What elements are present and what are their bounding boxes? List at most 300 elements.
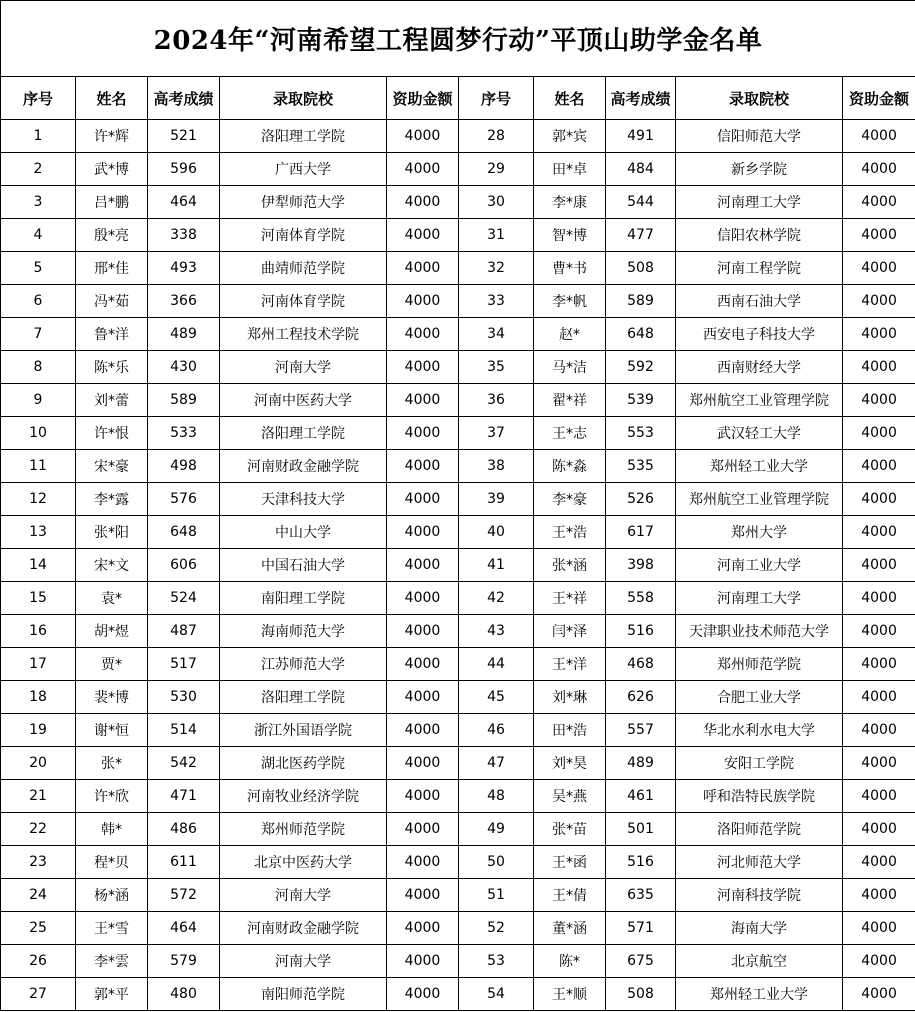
serial-cell: 33 (459, 285, 534, 318)
score-cell: 489 (606, 747, 676, 780)
table-row (1, 615, 915, 648)
name-cell: 李*康 (534, 186, 606, 219)
name-cell: 王*洋 (534, 648, 606, 681)
serial-cell: 8 (1, 351, 76, 384)
score-cell: 572 (148, 879, 220, 912)
amount-cell: 4000 (387, 384, 459, 417)
school-cell: 武汉轻工大学 (676, 417, 843, 450)
score-cell: 557 (606, 714, 676, 747)
school-cell: 河南体育学院 (220, 285, 387, 318)
serial-cell: 13 (1, 516, 76, 549)
amount-cell: 4000 (387, 351, 459, 384)
name-cell: 郭*平 (76, 978, 148, 1011)
serial-cell: 47 (459, 747, 534, 780)
school-cell: 河南大学 (220, 879, 387, 912)
amount-cell: 4000 (387, 483, 459, 516)
score-cell: 430 (148, 351, 220, 384)
score-cell: 517 (148, 648, 220, 681)
school-cell: 河南体育学院 (220, 219, 387, 252)
score-cell: 589 (148, 384, 220, 417)
amount-cell: 4000 (843, 153, 915, 186)
serial-cell: 44 (459, 648, 534, 681)
school-cell: 洛阳理工学院 (220, 417, 387, 450)
amount-cell: 4000 (387, 153, 459, 186)
name-cell: 殷*亮 (76, 219, 148, 252)
name-cell: 刘*蕾 (76, 384, 148, 417)
name-cell: 王*顺 (534, 978, 606, 1011)
serial-cell: 12 (1, 483, 76, 516)
school-cell: 郑州航空工业管理学院 (676, 483, 843, 516)
name-cell: 赵* (534, 318, 606, 351)
school-cell: 河南大学 (220, 351, 387, 384)
serial-cell: 5 (1, 252, 76, 285)
serial-cell: 40 (459, 516, 534, 549)
serial-cell: 38 (459, 450, 534, 483)
school-cell: 河南大学 (220, 945, 387, 978)
amount-cell: 4000 (387, 120, 459, 153)
amount-cell: 4000 (387, 879, 459, 912)
serial-cell: 1 (1, 120, 76, 153)
name-cell: 闫*泽 (534, 615, 606, 648)
serial-cell: 20 (1, 747, 76, 780)
name-cell: 马*洁 (534, 351, 606, 384)
table-row (1, 516, 915, 549)
serial-cell: 19 (1, 714, 76, 747)
table-row (1, 714, 915, 747)
school-cell: 北京中医药大学 (220, 846, 387, 879)
school-cell: 河北师范大学 (676, 846, 843, 879)
amount-cell: 4000 (843, 549, 915, 582)
table-row (1, 417, 915, 450)
school-cell: 西南石油大学 (676, 285, 843, 318)
school-cell: 郑州工程技术学院 (220, 318, 387, 351)
score-cell: 592 (606, 351, 676, 384)
table-row (1, 846, 915, 879)
table-row (1, 252, 915, 285)
name-cell: 吕*鹏 (76, 186, 148, 219)
score-cell: 526 (606, 483, 676, 516)
amount-cell: 4000 (843, 945, 915, 978)
amount-cell: 4000 (387, 318, 459, 351)
header-cell: 录取院校 (220, 77, 387, 120)
school-cell: 郑州轻工业大学 (676, 978, 843, 1011)
amount-cell: 4000 (387, 285, 459, 318)
serial-cell: 42 (459, 582, 534, 615)
score-cell: 558 (606, 582, 676, 615)
table-row (1, 318, 915, 351)
school-cell: 郑州轻工业大学 (676, 450, 843, 483)
amount-cell: 4000 (387, 252, 459, 285)
name-cell: 曹*书 (534, 252, 606, 285)
name-cell: 张* (76, 747, 148, 780)
name-cell: 王*祥 (534, 582, 606, 615)
table-row (1, 450, 915, 483)
amount-cell: 4000 (843, 219, 915, 252)
serial-cell: 17 (1, 648, 76, 681)
score-cell: 398 (606, 549, 676, 582)
school-cell: 呼和浩特民族学院 (676, 780, 843, 813)
school-cell: 信阳师范大学 (676, 120, 843, 153)
name-cell: 陈*淼 (534, 450, 606, 483)
name-cell: 袁* (76, 582, 148, 615)
amount-cell: 4000 (843, 681, 915, 714)
score-cell: 514 (148, 714, 220, 747)
page-title: 2024年“河南希望工程圆梦行动”平顶山助学金名单 (1, 1, 915, 77)
serial-cell: 22 (1, 813, 76, 846)
name-cell: 李*露 (76, 483, 148, 516)
amount-cell: 4000 (843, 285, 915, 318)
name-cell: 裴*博 (76, 681, 148, 714)
amount-cell: 4000 (387, 219, 459, 252)
name-cell: 杨*涵 (76, 879, 148, 912)
school-cell: 海南大学 (676, 912, 843, 945)
table-row (1, 879, 915, 912)
name-cell: 许*恨 (76, 417, 148, 450)
score-cell: 648 (148, 516, 220, 549)
name-cell: 王*浩 (534, 516, 606, 549)
score-cell: 498 (148, 450, 220, 483)
serial-cell: 4 (1, 219, 76, 252)
school-cell: 海南师范大学 (220, 615, 387, 648)
school-cell: 天津职业技术师范大学 (676, 615, 843, 648)
serial-cell: 15 (1, 582, 76, 615)
header-cell: 资助金额 (843, 77, 915, 120)
score-cell: 471 (148, 780, 220, 813)
score-cell: 461 (606, 780, 676, 813)
score-cell: 579 (148, 945, 220, 978)
school-cell: 西安电子科技大学 (676, 318, 843, 351)
amount-cell: 4000 (387, 516, 459, 549)
serial-cell: 11 (1, 450, 76, 483)
name-cell: 陈*乐 (76, 351, 148, 384)
table-row (1, 912, 915, 945)
name-cell: 冯*茹 (76, 285, 148, 318)
school-cell: 河南财政金融学院 (220, 450, 387, 483)
school-cell: 中国石油大学 (220, 549, 387, 582)
school-cell: 广西大学 (220, 153, 387, 186)
score-cell: 617 (606, 516, 676, 549)
name-cell: 程*贝 (76, 846, 148, 879)
amount-cell: 4000 (843, 120, 915, 153)
serial-cell: 49 (459, 813, 534, 846)
school-cell: 南阳理工学院 (220, 582, 387, 615)
amount-cell: 4000 (843, 417, 915, 450)
score-cell: 338 (148, 219, 220, 252)
name-cell: 贾* (76, 648, 148, 681)
score-cell: 487 (148, 615, 220, 648)
name-cell: 许*欣 (76, 780, 148, 813)
table-row (1, 153, 915, 186)
amount-cell: 4000 (843, 450, 915, 483)
header-cell: 序号 (459, 77, 534, 120)
school-cell: 浙江外国语学院 (220, 714, 387, 747)
amount-cell: 4000 (387, 978, 459, 1011)
serial-cell: 9 (1, 384, 76, 417)
header-cell: 录取院校 (676, 77, 843, 120)
amount-cell: 4000 (387, 186, 459, 219)
amount-cell: 4000 (843, 978, 915, 1011)
serial-cell: 37 (459, 417, 534, 450)
serial-cell: 29 (459, 153, 534, 186)
name-cell: 董*涵 (534, 912, 606, 945)
name-cell: 李*帆 (534, 285, 606, 318)
amount-cell: 4000 (843, 747, 915, 780)
amount-cell: 4000 (387, 648, 459, 681)
serial-cell: 14 (1, 549, 76, 582)
table-row (1, 747, 915, 780)
score-cell: 535 (606, 450, 676, 483)
serial-cell: 46 (459, 714, 534, 747)
name-cell: 王*志 (534, 417, 606, 450)
name-cell: 刘*昊 (534, 747, 606, 780)
score-cell: 477 (606, 219, 676, 252)
score-cell: 486 (148, 813, 220, 846)
amount-cell: 4000 (387, 813, 459, 846)
table-row (1, 681, 915, 714)
school-cell: 郑州师范学院 (220, 813, 387, 846)
table-row (1, 219, 915, 252)
serial-cell: 10 (1, 417, 76, 450)
amount-cell: 4000 (843, 351, 915, 384)
serial-cell: 52 (459, 912, 534, 945)
serial-cell: 21 (1, 780, 76, 813)
amount-cell: 4000 (843, 648, 915, 681)
amount-cell: 4000 (387, 714, 459, 747)
name-cell: 李*雲 (76, 945, 148, 978)
name-cell: 许*辉 (76, 120, 148, 153)
school-cell: 西南财经大学 (676, 351, 843, 384)
score-cell: 553 (606, 417, 676, 450)
table-row (1, 351, 915, 384)
amount-cell: 4000 (387, 747, 459, 780)
school-cell: 郑州师范学院 (676, 648, 843, 681)
serial-cell: 3 (1, 186, 76, 219)
school-cell: 南阳师范学院 (220, 978, 387, 1011)
amount-cell: 4000 (387, 582, 459, 615)
serial-cell: 48 (459, 780, 534, 813)
score-cell: 508 (606, 252, 676, 285)
school-cell: 洛阳理工学院 (220, 681, 387, 714)
table-row (1, 945, 915, 978)
school-cell: 河南中医药大学 (220, 384, 387, 417)
score-cell: 648 (606, 318, 676, 351)
school-cell: 中山大学 (220, 516, 387, 549)
school-cell: 河南财政金融学院 (220, 912, 387, 945)
name-cell: 韩* (76, 813, 148, 846)
table-row (1, 978, 915, 1011)
name-cell: 田*浩 (534, 714, 606, 747)
serial-cell: 7 (1, 318, 76, 351)
name-cell: 吴*燕 (534, 780, 606, 813)
serial-cell: 30 (459, 186, 534, 219)
name-cell: 张*苗 (534, 813, 606, 846)
serial-cell: 35 (459, 351, 534, 384)
header-cell: 高考成绩 (606, 77, 676, 120)
table-row (1, 285, 915, 318)
score-cell: 606 (148, 549, 220, 582)
name-cell: 宋*豪 (76, 450, 148, 483)
serial-cell: 41 (459, 549, 534, 582)
header-row (1, 77, 915, 120)
name-cell: 王*函 (534, 846, 606, 879)
serial-cell: 26 (1, 945, 76, 978)
score-cell: 626 (606, 681, 676, 714)
amount-cell: 4000 (387, 846, 459, 879)
table-row (1, 549, 915, 582)
amount-cell: 4000 (387, 681, 459, 714)
name-cell: 智*博 (534, 219, 606, 252)
amount-cell: 4000 (843, 384, 915, 417)
score-cell: 675 (606, 945, 676, 978)
score-cell: 366 (148, 285, 220, 318)
name-cell: 宋*文 (76, 549, 148, 582)
serial-cell: 51 (459, 879, 534, 912)
name-cell: 翟*祥 (534, 384, 606, 417)
amount-cell: 4000 (843, 846, 915, 879)
score-cell: 516 (606, 846, 676, 879)
amount-cell: 4000 (387, 945, 459, 978)
amount-cell: 4000 (387, 780, 459, 813)
serial-cell: 36 (459, 384, 534, 417)
amount-cell: 4000 (843, 879, 915, 912)
amount-cell: 4000 (387, 417, 459, 450)
serial-cell: 45 (459, 681, 534, 714)
score-cell: 480 (148, 978, 220, 1011)
name-cell: 邢*佳 (76, 252, 148, 285)
score-cell: 516 (606, 615, 676, 648)
score-cell: 530 (148, 681, 220, 714)
school-cell: 河南工程学院 (676, 252, 843, 285)
serial-cell: 25 (1, 912, 76, 945)
score-cell: 533 (148, 417, 220, 450)
serial-cell: 24 (1, 879, 76, 912)
amount-cell: 4000 (843, 714, 915, 747)
score-cell: 542 (148, 747, 220, 780)
score-cell: 521 (148, 120, 220, 153)
serial-cell: 27 (1, 978, 76, 1011)
school-cell: 河南科技学院 (676, 879, 843, 912)
score-cell: 464 (148, 186, 220, 219)
amount-cell: 4000 (843, 780, 915, 813)
table-row (1, 582, 915, 615)
name-cell: 王*雪 (76, 912, 148, 945)
serial-cell: 39 (459, 483, 534, 516)
serial-cell: 50 (459, 846, 534, 879)
amount-cell: 4000 (843, 582, 915, 615)
score-cell: 489 (148, 318, 220, 351)
table-row (1, 813, 915, 846)
score-cell: 508 (606, 978, 676, 1011)
amount-cell: 4000 (843, 483, 915, 516)
serial-cell: 6 (1, 285, 76, 318)
score-cell: 544 (606, 186, 676, 219)
score-cell: 539 (606, 384, 676, 417)
school-cell: 河南理工大学 (676, 186, 843, 219)
name-cell: 胡*煜 (76, 615, 148, 648)
name-cell: 武*博 (76, 153, 148, 186)
school-cell: 河南工业大学 (676, 549, 843, 582)
header-cell: 资助金额 (387, 77, 459, 120)
amount-cell: 4000 (843, 813, 915, 846)
school-cell: 新乡学院 (676, 153, 843, 186)
serial-cell: 23 (1, 846, 76, 879)
amount-cell: 4000 (387, 549, 459, 582)
header-cell: 序号 (1, 77, 76, 120)
serial-cell: 43 (459, 615, 534, 648)
amount-cell: 4000 (843, 318, 915, 351)
table-row (1, 186, 915, 219)
school-cell: 洛阳师范学院 (676, 813, 843, 846)
amount-cell: 4000 (843, 615, 915, 648)
score-cell: 464 (148, 912, 220, 945)
amount-cell: 4000 (843, 252, 915, 285)
serial-cell: 32 (459, 252, 534, 285)
serial-cell: 53 (459, 945, 534, 978)
score-cell: 596 (148, 153, 220, 186)
school-cell: 华北水利水电大学 (676, 714, 843, 747)
name-cell: 陈* (534, 945, 606, 978)
school-cell: 郑州大学 (676, 516, 843, 549)
score-cell: 468 (606, 648, 676, 681)
school-cell: 曲靖师范学院 (220, 252, 387, 285)
name-cell: 张*涵 (534, 549, 606, 582)
table-row (1, 483, 915, 516)
name-cell: 鲁*洋 (76, 318, 148, 351)
amount-cell: 4000 (387, 615, 459, 648)
school-cell: 天津科技大学 (220, 483, 387, 516)
school-cell: 安阳工学院 (676, 747, 843, 780)
serial-cell: 16 (1, 615, 76, 648)
school-cell: 合肥工业大学 (676, 681, 843, 714)
serial-cell: 34 (459, 318, 534, 351)
amount-cell: 4000 (387, 450, 459, 483)
score-cell: 493 (148, 252, 220, 285)
school-cell: 伊犁师范大学 (220, 186, 387, 219)
school-cell: 北京航空 (676, 945, 843, 978)
score-cell: 484 (606, 153, 676, 186)
score-cell: 611 (148, 846, 220, 879)
serial-cell: 2 (1, 153, 76, 186)
serial-cell: 31 (459, 219, 534, 252)
score-cell: 524 (148, 582, 220, 615)
name-cell: 谢*恒 (76, 714, 148, 747)
amount-cell: 4000 (843, 912, 915, 945)
school-cell: 洛阳理工学院 (220, 120, 387, 153)
school-cell: 河南理工大学 (676, 582, 843, 615)
name-cell: 郭*宾 (534, 120, 606, 153)
score-cell: 571 (606, 912, 676, 945)
score-cell: 635 (606, 879, 676, 912)
score-cell: 589 (606, 285, 676, 318)
serial-cell: 18 (1, 681, 76, 714)
score-cell: 501 (606, 813, 676, 846)
serial-cell: 54 (459, 978, 534, 1011)
header-cell: 高考成绩 (148, 77, 220, 120)
amount-cell: 4000 (843, 186, 915, 219)
school-cell: 湖北医药学院 (220, 747, 387, 780)
amount-cell: 4000 (387, 912, 459, 945)
name-cell: 田*卓 (534, 153, 606, 186)
header-cell: 姓名 (534, 77, 606, 120)
school-cell: 江苏师范大学 (220, 648, 387, 681)
score-cell: 576 (148, 483, 220, 516)
amount-cell: 4000 (843, 516, 915, 549)
school-cell: 信阳农林学院 (676, 219, 843, 252)
table-row (1, 648, 915, 681)
score-cell: 491 (606, 120, 676, 153)
name-cell: 李*豪 (534, 483, 606, 516)
header-cell: 姓名 (76, 77, 148, 120)
